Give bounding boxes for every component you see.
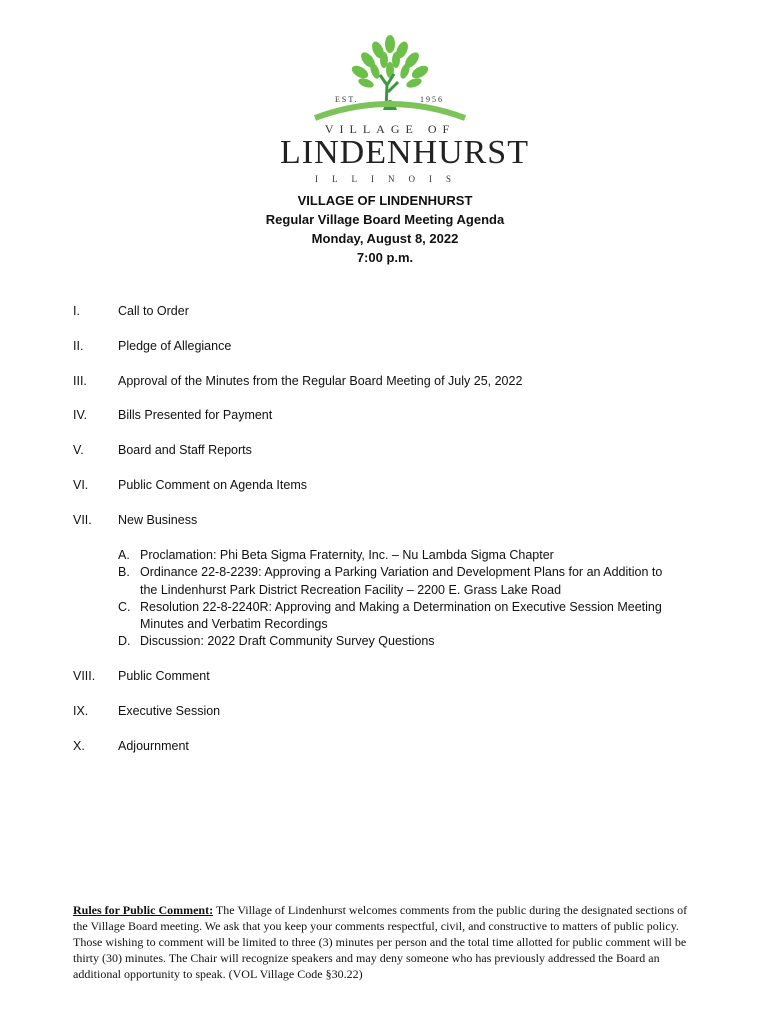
header-line-4: 7:00 p.m. xyxy=(356,250,414,265)
sub-item xyxy=(118,564,662,599)
sub-item-letter: C. xyxy=(118,599,131,614)
sub-item-letter: B. xyxy=(118,565,130,580)
sub-item-line: the Lindenhurst Park District Recreation Facility – 2200 E. Grass Lake Road xyxy=(140,582,562,597)
logo-state: ILLINOIS xyxy=(315,174,465,184)
sub-item xyxy=(118,547,662,564)
agenda-item-number: II. xyxy=(73,339,84,353)
agenda-item-number: IX. xyxy=(73,704,89,718)
agenda-item-number: VIII. xyxy=(73,669,96,683)
sub-item-line: Proclamation: Phi Beta Sigma Fraternity, Inc. – Nu Lambda Sigma Chapter xyxy=(140,548,554,562)
agenda-item-number: I. xyxy=(73,304,80,318)
agenda-item-number: V. xyxy=(73,443,84,457)
agenda-item-number: X. xyxy=(73,739,85,753)
agenda-item-number: III. xyxy=(73,374,87,388)
agenda-item-text: Call to Order xyxy=(118,304,189,318)
sub-item xyxy=(118,633,662,650)
est-label: EST. xyxy=(335,95,359,104)
agenda-item-text: Executive Session xyxy=(118,704,221,718)
agenda-item-number: VII. xyxy=(73,513,92,527)
sub-item xyxy=(118,599,662,634)
agenda-item-text: Public Comment xyxy=(118,669,210,683)
logo-name: LINDENHURST xyxy=(280,134,529,171)
agenda-item-text: Adjournment xyxy=(118,739,189,753)
header-line-1: VILLAGE OF LINDENHURST xyxy=(297,193,473,208)
header-line-3: Monday, August 8, 2022 xyxy=(311,231,459,246)
sub-item-letter: D. xyxy=(118,634,131,649)
public-comment-rules xyxy=(73,902,698,982)
sub-item-line: Ordinance 22-8-2239: Approving a Parking Variation and Development Plans for an Addition to xyxy=(140,565,663,580)
agenda-header xyxy=(0,191,770,267)
village-logo xyxy=(280,30,529,184)
rules-heading: Rules for Public Comment: xyxy=(73,903,214,917)
agenda-item-number: IV. xyxy=(73,408,88,422)
agenda-item-text: Approval of the Minutes from the Regular Board Meeting of July 25, 2022 xyxy=(118,374,523,388)
agenda-item-text: Bills Presented for Payment xyxy=(118,408,273,422)
sub-item-line: Minutes and Verbatim Recordings xyxy=(140,617,328,632)
header-line-2: Regular Village Board Meeting Agenda xyxy=(265,212,505,227)
sub-item-line: Resolution 22-8-2240R: Approving and Making a Determination on Executive Session Meeting xyxy=(140,599,662,614)
agenda-item-number: VI. xyxy=(73,478,89,492)
sub-item-line: Discussion: 2022 Draft Community Survey Questions xyxy=(140,634,435,649)
new-business-sublist xyxy=(118,547,662,651)
agenda-item-text: New Business xyxy=(118,513,198,527)
agenda-item-text: Public Comment on Agenda Items xyxy=(118,478,307,492)
agenda-item-text: Board and Staff Reports xyxy=(118,443,252,457)
sub-item-letter: A. xyxy=(118,548,130,562)
tree-icon xyxy=(280,30,500,125)
rules-body: The Village of Lindenhurst welcomes comments from the public during the designated sections of the Village Board meeting. We ask that you keep your comments respectful, civil, and constructive to matters of public policy. Those wishing to comment will be limited to three (3) minutes per person and the total time allotted for public comment will be thirty (30) minutes. The Chair will recognize speakers and may deny someone who has previously addressed the Board an additional opportunity to speak. (VOL Village Code §30.22) xyxy=(73,903,688,981)
logo-village-of: VILLAGE OF xyxy=(324,122,456,136)
est-year: 1956 xyxy=(420,95,444,104)
agenda-item-text: Pledge of Allegiance xyxy=(118,339,232,353)
